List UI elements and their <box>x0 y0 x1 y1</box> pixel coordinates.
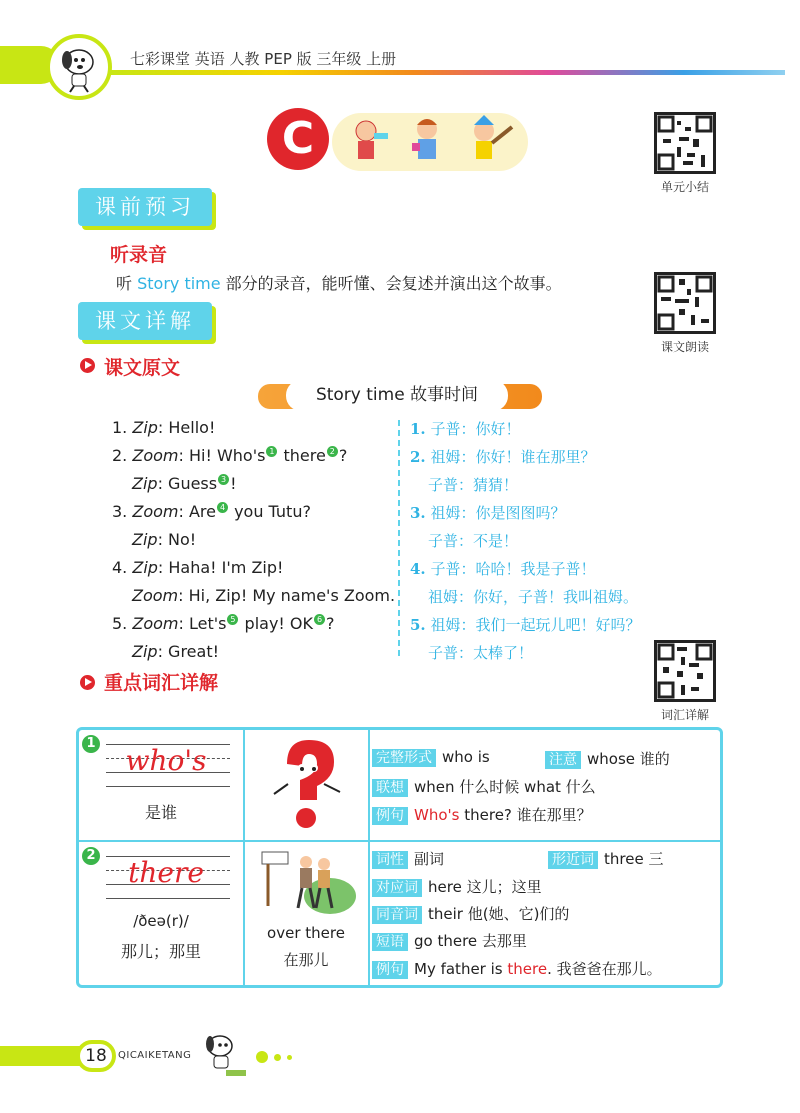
translation-line: 5. 祖姆：我们一起玩儿吧！好吗？ <box>410 616 641 634</box>
page-number: 18 <box>76 1040 116 1072</box>
image-caption-cn: 在那儿 <box>283 951 329 969</box>
section-detail-header: 课文详解 <box>78 302 212 340</box>
dialogue-line: Zip: Guess 3 ! <box>132 474 237 493</box>
translation-line: 祖姆：你好，子普！我叫祖姆。 <box>428 588 639 606</box>
vocab-info-row: 完整形式 who is <box>372 748 490 767</box>
vocab-meaning: 那儿；那里 <box>120 942 201 961</box>
column-divider <box>398 420 400 656</box>
dialogue-line: 5. Zoom: Let's 5 play! OK 6 ? <box>112 614 335 633</box>
dialogue-line: Zip: Great! <box>132 642 219 661</box>
dialogue-line: 2. Zoom: Hi! Who's 1 there 2 ? <box>112 446 348 465</box>
qr-caption: 单元小结 <box>660 180 709 194</box>
vocab-phonetic: /ðeə(r)/ <box>133 912 189 930</box>
vocab-index: 1 <box>82 735 100 753</box>
over-there-illustration <box>258 846 358 918</box>
vocab-info-row: 例句 My father is there. 我爸爸在那儿。 <box>372 958 662 979</box>
vocab-heading: 重点词汇详解 <box>104 672 219 694</box>
translation-line: 子普：不是！ <box>428 532 519 550</box>
dialogue-line: Zip: No! <box>132 530 197 549</box>
vocab-info-row: 联想 when 什么时候 what 什么 <box>372 776 596 797</box>
dialogue-line: 3. Zoom: Are 4 you Tutu? <box>112 502 311 521</box>
vocab-info-row: 短语 go there 去那里 <box>372 930 527 951</box>
rainbow-bar <box>110 70 785 75</box>
image-caption-en: over there <box>267 924 345 942</box>
vocab-meaning: 是谁 <box>144 803 177 822</box>
section-preview-header: 课前预习 <box>78 188 212 226</box>
part-c-badge: C <box>267 108 329 170</box>
qr-caption: 词汇详解 <box>660 708 709 722</box>
translation-line: 子普：太棒了！ <box>428 644 534 662</box>
vocab-word: who's <box>125 744 207 777</box>
translation-line: 子普：猜猜！ <box>428 476 519 494</box>
writing-guide <box>106 786 230 787</box>
mascot-dog-icon <box>46 34 112 100</box>
listen-heading: 听录音 <box>110 244 168 266</box>
table-divider <box>76 840 723 842</box>
translation-line: 3. 祖姆：你是图图吗？ <box>410 504 566 522</box>
kids-illustration <box>332 113 528 171</box>
qr-code[interactable] <box>654 272 716 334</box>
decor-dot <box>274 1054 281 1061</box>
vocab-info-row: 形近词 three 三 <box>548 848 663 869</box>
dialogue-line: Zoom: Hi, Zip! My name's Zoom. <box>132 586 396 605</box>
vocab-word: there <box>128 856 204 889</box>
vocab-info-row: 词性 副词 <box>372 848 444 869</box>
writing-guide <box>106 898 230 899</box>
qr-code[interactable] <box>654 640 716 702</box>
play-bullet-icon <box>80 358 95 373</box>
mascot-dog-icon <box>196 1030 252 1080</box>
qr-code[interactable] <box>654 112 716 174</box>
decor-dot <box>256 1051 268 1063</box>
vocab-index: 2 <box>82 847 100 865</box>
dialogue-line: 1. Zip: Hello! <box>112 418 216 437</box>
decor-dot <box>287 1055 292 1060</box>
original-text-heading: 课文原文 <box>104 357 181 379</box>
translation-line: 1. 子普：你好！ <box>410 420 521 438</box>
vocab-info-row: 注意 whose 谁的 <box>545 748 670 769</box>
vocab-info-row: 对应词 here 这儿；这里 <box>372 876 542 897</box>
qr-caption: 课文朗读 <box>660 340 709 354</box>
vocab-info-row: 同音词 their 他(她、它)们的 <box>372 903 569 924</box>
play-bullet-icon <box>80 675 95 690</box>
translation-line: 2. 祖姆：你好！谁在那里？ <box>410 448 596 466</box>
book-title: 七彩课堂 英语 人教 PEP 版 三年级 上册 <box>130 50 397 68</box>
translation-line: 4. 子普：哈哈！我是子普！ <box>410 560 596 578</box>
listen-instruction: 听 Story time 部分的录音，能听懂、会复述并演出这个故事。 <box>116 274 562 293</box>
dialogue-line: 4. Zip: Haha! I'm Zip! <box>112 558 284 577</box>
story-time-label: Story time 故事时间 <box>286 380 508 411</box>
footer-brand: QICAIKETANG <box>118 1050 192 1061</box>
question-mark-illustration <box>262 734 352 834</box>
vocab-info-row: 例句 Who's there? 谁在那里？ <box>372 804 592 825</box>
